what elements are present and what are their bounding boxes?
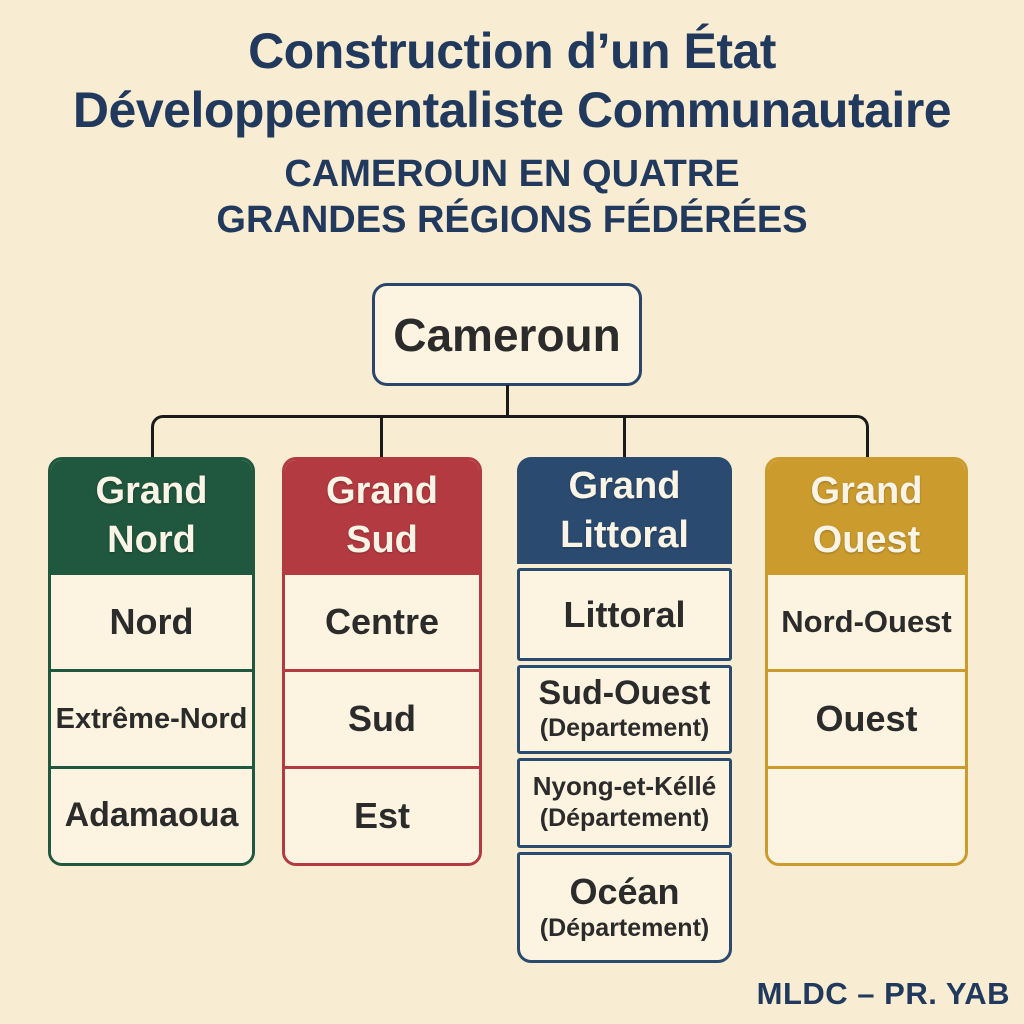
header-line2: Littoral (560, 513, 689, 556)
column-grand-nord (48, 457, 255, 866)
page-subtitle (0, 152, 1024, 243)
page-subtitle-line2: GRANDES RÉGIONS FÉDÉRÉES (216, 198, 808, 241)
header-line2: Ouest (812, 519, 921, 561)
cell-est: Est (285, 766, 479, 863)
root-node-cameroun: Cameroun (372, 283, 642, 386)
column-header-grand-nord (51, 460, 252, 572)
header-line1: Grand (810, 470, 923, 513)
cell-sud: Sud (285, 669, 479, 766)
cell-ouest: Ouest (768, 669, 965, 766)
connector-drop-grand-littoral (623, 418, 626, 457)
column-header-grand-sud (285, 460, 479, 572)
page-title-line2: Développementaliste Communautaire (72, 81, 952, 138)
column-grand-littoral (517, 457, 732, 963)
column-header-grand-ouest (768, 460, 965, 572)
cell-adamaoua: Adamaoua (51, 766, 252, 863)
column-header-grand-littoral (517, 457, 732, 564)
column-grand-sud (282, 457, 482, 866)
cell-littoral: Littoral (517, 568, 732, 661)
connector-drop-grand-sud (380, 418, 383, 457)
cell-sud-ouest: Sud-Ouest (Departement) (517, 665, 732, 754)
cell-empty (768, 766, 965, 863)
cell-ocean: Océan (Département) (517, 852, 732, 963)
cell-nord-ouest: Nord-Ouest (768, 572, 965, 669)
page-title-line1: Construction d’un État (248, 23, 776, 79)
page-title (0, 22, 1024, 139)
connector-bracket (151, 415, 869, 457)
header-line1: Grand (568, 464, 681, 507)
column-grand-ouest (765, 457, 968, 866)
page-subtitle-line1: CAMEROUN EN QUATRE (284, 153, 740, 195)
credit-text: MLDC – PR. YAB (756, 976, 1010, 1011)
connector-root-stub (506, 385, 509, 416)
header-line2: Nord (107, 519, 196, 561)
cell-centre: Centre (285, 572, 479, 669)
cell-nyong-et-kelle: Nyong-et-Kéllé (Département) (517, 758, 732, 848)
header-line2: Sud (346, 519, 418, 561)
header-line1: Grand (326, 470, 438, 513)
header-line1: Grand (95, 470, 208, 513)
cell-extreme-nord: Extrême-Nord (51, 669, 252, 766)
cell-nord: Nord (51, 572, 252, 669)
